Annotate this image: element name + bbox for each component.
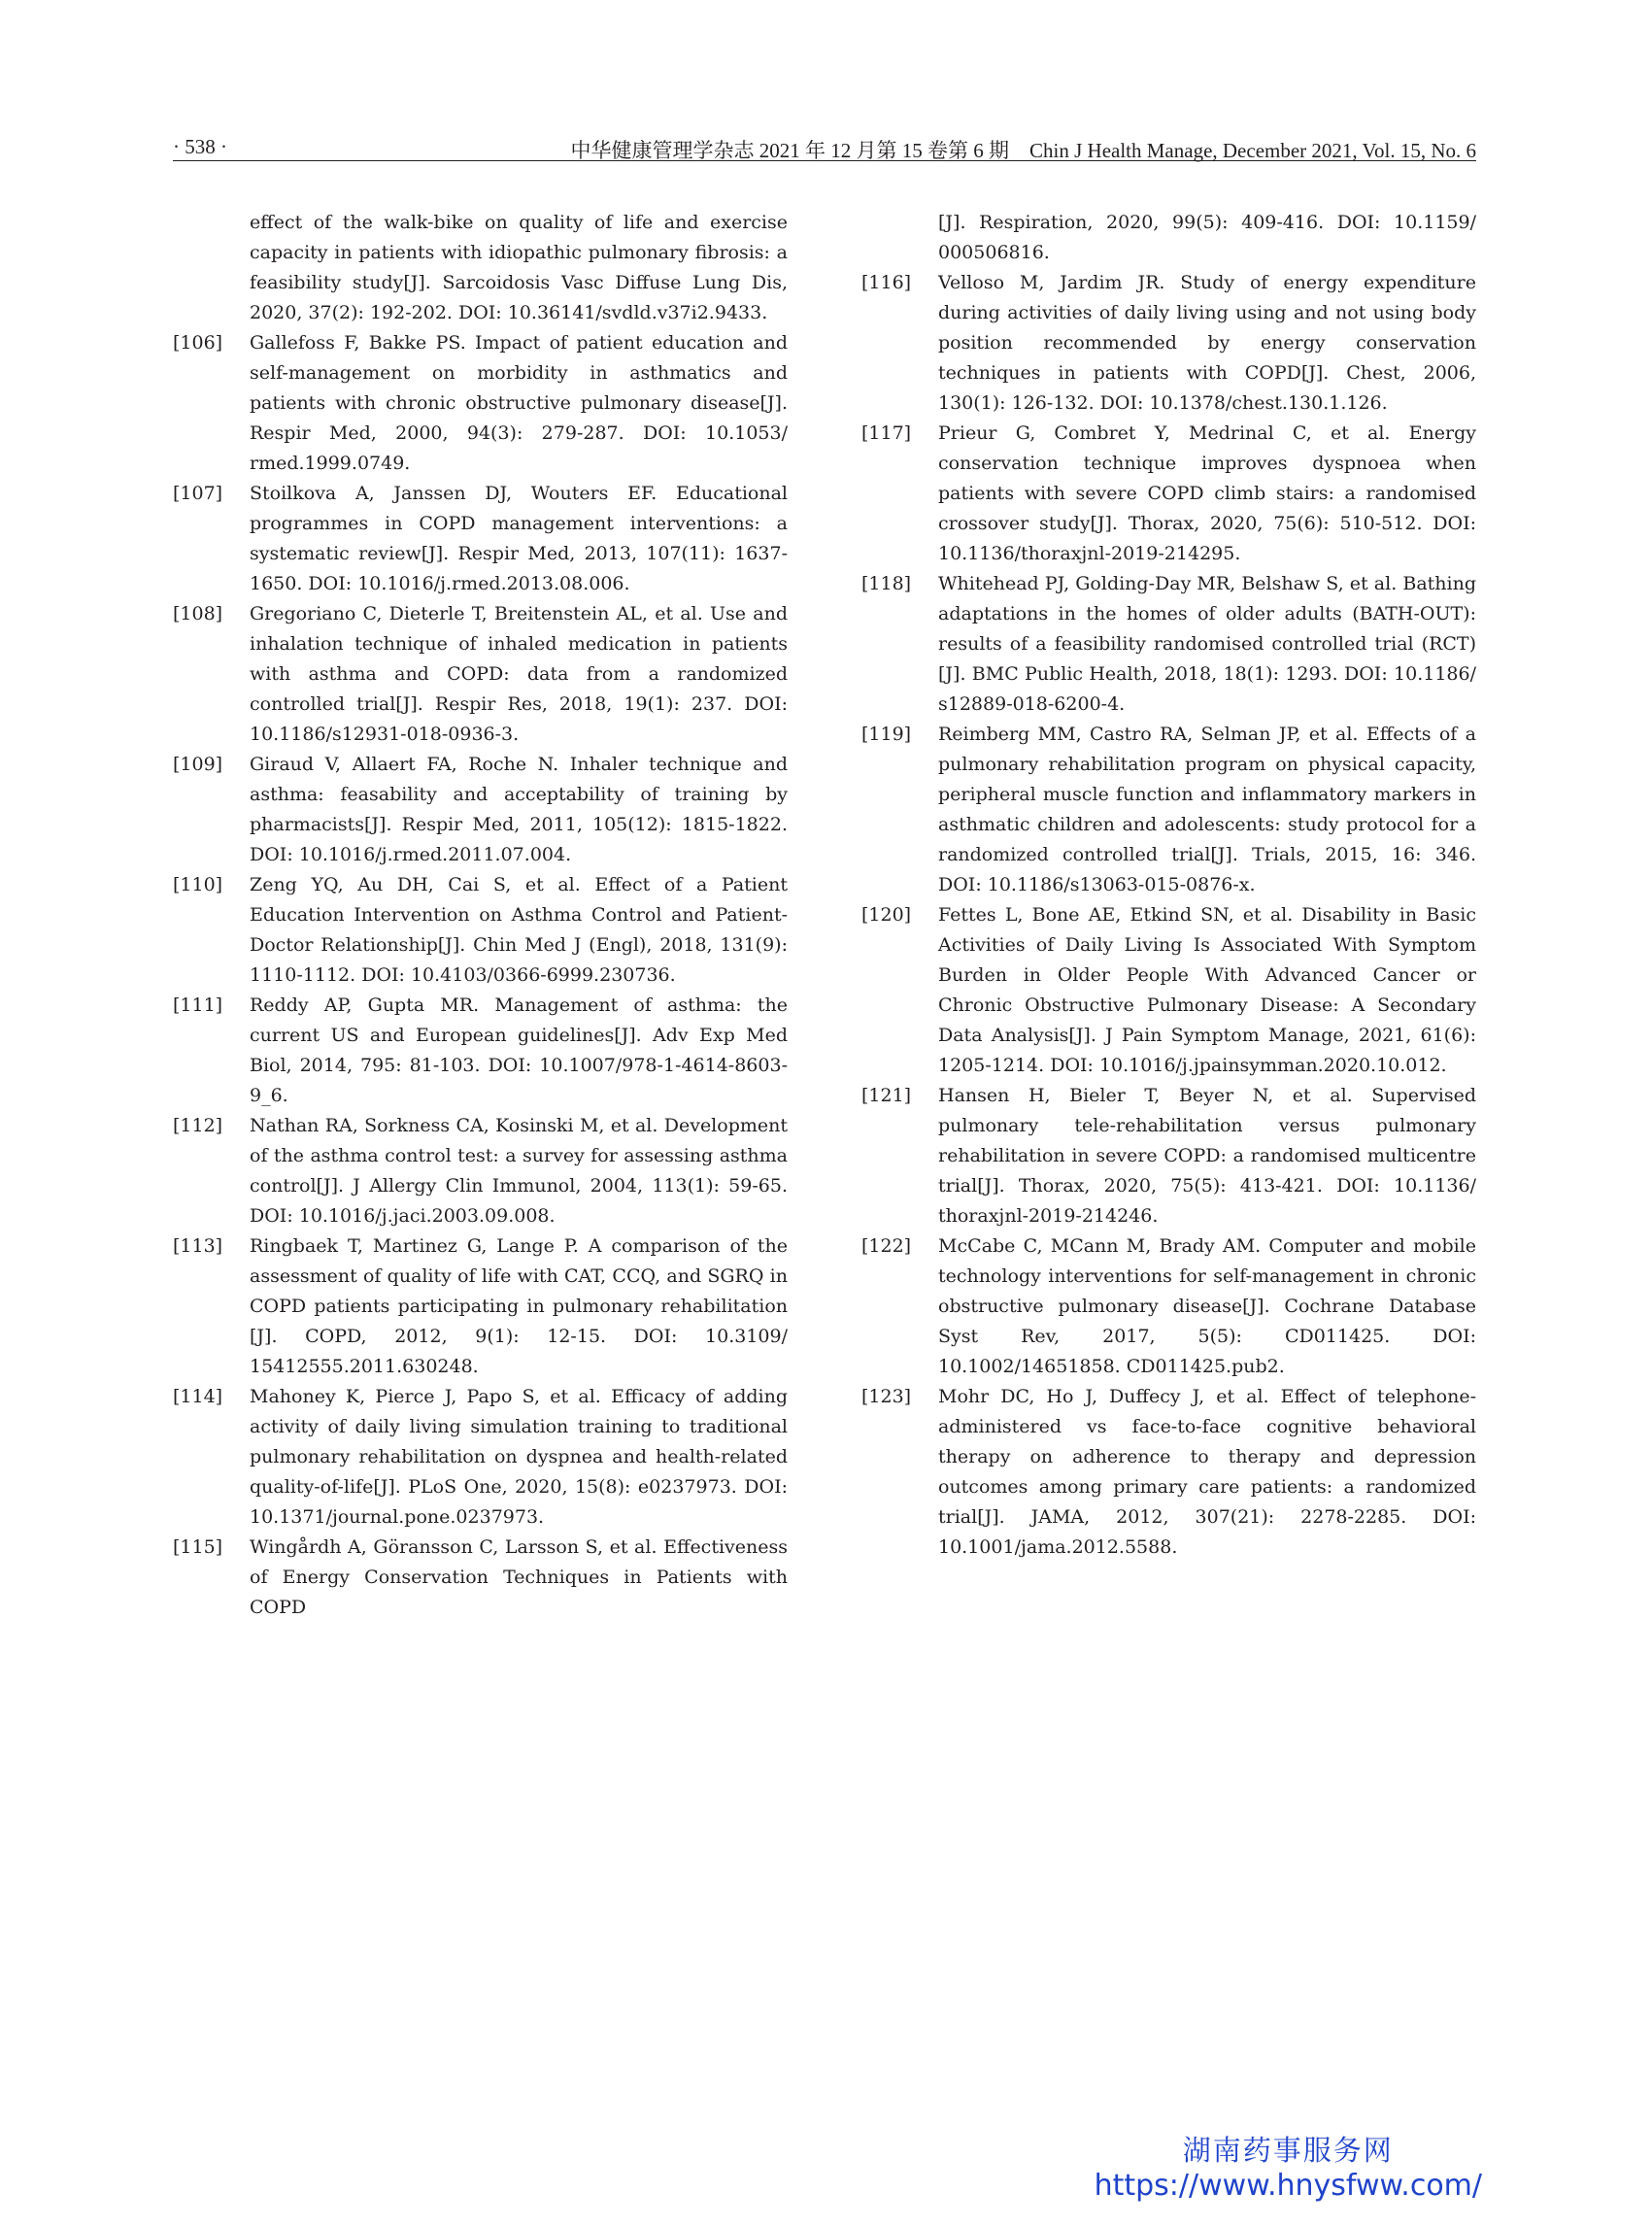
reference-number: [114] (173, 1386, 223, 1407)
reference-item (173, 1382, 788, 1533)
reference-number: [122] (861, 1235, 912, 1257)
reference-number: [119] (861, 724, 912, 745)
reference-number: [111] (173, 995, 223, 1016)
reference-item (173, 991, 788, 1111)
reference-number: [120] (861, 904, 912, 926)
watermark (1095, 2133, 1482, 2205)
reference-number: [112] (173, 1115, 223, 1136)
left-column (173, 208, 788, 1623)
reference-item (861, 1382, 1476, 1563)
reference-text: Gallefoss F, Bakke PS. Impact of patient education and self-management on morbidity in asthmatics and patients with chronic obstructive pulmonary disease[J]. Respir Med, 2000, 94(3): 279-287. DOI: 10.1053/ rmed.1999.0749. (250, 332, 788, 474)
reference-item (173, 328, 788, 479)
reference-number: [118] (861, 573, 912, 594)
page-number: · 538 · (173, 135, 227, 158)
reference-text: Fettes L, Bone AE, Etkind SN, et al. Disability in Basic Activities of Daily Living Is Associated With Symptom Burden in Older People With Advanced Cancer or Chronic Obstructive Pulmonary Disease: A Secondary Data Analysis[J]. J Pain Symptom Manage, 2021, 61(6): 1205-1214. DOI: 10.1016/j.jpainsymman.2020.10.012. (938, 904, 1476, 1076)
reference-number: [106] (173, 332, 223, 354)
reference-number: [108] (173, 603, 223, 624)
reference-text: Reddy AP, Gupta MR. Management of asthma: the current US and European guidelines[J]. Adv Exp Med Biol, 2014, 795: 81-103. DOI: 10.1007/978-1-4614-8603-9_6. (250, 995, 788, 1106)
reference-item (173, 1231, 788, 1382)
reference-number: [116] (861, 272, 912, 293)
reference-item (173, 870, 788, 991)
reference-text: Whitehead PJ, Golding-Day MR, Belshaw S, et al. Bathing adaptations in the homes of older adults (BATH-OUT): results of a feasibility randomised controlled trial (RCT) [J]. BMC Public Health, 2018, 18(1): 1293. DOI: 10.1186/ s12889-018-6200-4. (938, 573, 1476, 715)
reference-text: McCabe C, MCann M, Brady AM. Computer and mobile technology interventions for self-management in chronic obstructive pulmonary disease[J]. Cochrane Database Syst Rev, 2017, 5(5): CD011425. DOI: 10.1002/14651858. CD011425.pub2. (938, 1235, 1476, 1377)
reference-text: Prieur G, Combret Y, Medrinal C, et al. Energy conservation technique improves dyspnoea when patients with severe COPD climb stairs: a randomised crossover study[J]. Thorax, 2020, 75(6): 510-512. DOI: 10.1136/thoraxjnl-2019-214295. (938, 422, 1476, 564)
reference-text: Zeng YQ, Au DH, Cai S, et al. Effect of a Patient Education Intervention on Asthma Control and Patient-Doctor Relationship[J]. Chin Med J (Engl), 2018, 131(9): 1110-1112. DOI: 10.4103/0366-6999.230736. (250, 874, 788, 986)
reference-item (173, 1533, 788, 1623)
reference-text: Stoilkova A, Janssen DJ, Wouters EF. Educational programmes in COPD management interventions: a systematic review[J]. Respir Med, 2013, 107(11): 1637-1650. DOI: 10.1016/j.rmed.2013.08.006. (250, 483, 788, 594)
reference-item (861, 419, 1476, 569)
reference-text: Wingårdh A, Göransson C, Larsson S, et al. Effectiveness of Energy Conservation Techniques in Patients with COPD (250, 1536, 788, 1618)
reference-item (861, 268, 1476, 419)
right-column (861, 208, 1476, 1563)
reference-text: Giraud V, Allaert FA, Roche N. Inhaler technique and asthma: feasability and acceptability of training by pharmacists[J]. Respir Med, 2011, 105(12): 1815-1822. DOI: 10.1016/j.rmed.2011.07.004. (250, 754, 788, 865)
reference-text: Hansen H, Bieler T, Beyer N, et al. Supervised pulmonary tele-rehabilitation versus pulmonary rehabilitation in severe COPD: a randomised multicentre trial[J]. Thorax, 2020, 75(5): 413-421. DOI: 10.1136/ thoraxjnl-2019-214246. (938, 1085, 1476, 1227)
reference-text: Velloso M, Jardim JR. Study of energy expenditure during activities of daily living using and not using body position recommended by energy conservation techniques in patients with COPD[J]. Chest, 2006, 130(1): 126-132. DOI: 10.1378/chest.130.1.126. (938, 272, 1476, 414)
reference-number: [110] (173, 874, 223, 895)
reference-item (861, 1231, 1476, 1382)
reference-item (173, 1111, 788, 1231)
reference-text: Gregoriano C, Dieterle T, Breitenstein AL, et al. Use and inhalation technique of inhaled medication in patients with asthma and COPD: data from a randomized controlled trial[J]. Respir Res, 2018, 19(1): 237. DOI: 10.1186/s12931-018-0936-3. (250, 603, 788, 745)
reference-text: Mahoney K, Pierce J, Papo S, et al. Efficacy of adding activity of daily living simulation training to traditional pulmonary rehabilitation on dyspnea and health-related quality-of-life[J]. PLoS One, 2020, 15(8): e0237973. DOI: 10.1371/journal.pone.0237973. (250, 1386, 788, 1528)
reference-number: [123] (861, 1386, 912, 1407)
reference-item (173, 599, 788, 750)
reference-item (173, 750, 788, 870)
running-header (173, 131, 1476, 161)
reference-continuation: effect of the walk-bike on quality of life and exercise capacity in patients with idiopathic pulmonary fibrosis: a feasibility study[J]. Sarcoidosis Vasc Diffuse Lung Dis, 2020, 37(2): 192-202. DOI: 10.36141/svdld.v37i2.9433. (250, 212, 788, 323)
reference-text: Ringbaek T, Martinez G, Lange P. A comparison of the assessment of quality of life with CAT, CCQ, and SGRQ in COPD patients participating in pulmonary rehabilitation [J]. COPD, 2012, 9(1): 12-15. DOI: 10.3109/ 15412555.2011.630248. (250, 1235, 788, 1377)
watermark-url: https://www.hnysfww.com/ (1094, 2169, 1482, 2203)
reference-text: Mohr DC, Ho J, Duffecy J, et al. Effect of telephone-administered vs face-to-face cognitive behavioral therapy on adherence to therapy and depression outcomes among primary care patients: a randomized trial[J]. JAMA, 2012, 307(21): 2278-2285. DOI: 10.1001/jama.2012.5588. (938, 1386, 1476, 1558)
reference-number: [115] (173, 1536, 223, 1558)
reference-text: Nathan RA, Sorkness CA, Kosinski M, et al. Development of the asthma control test: a survey for assessing asthma control[J]. J Allergy Clin Immunol, 2004, 113(1): 59-65. DOI: 10.1016/j.jaci.2003.09.008. (250, 1115, 788, 1227)
reference-item (861, 1081, 1476, 1231)
reference-item (861, 900, 1476, 1081)
reference-item (861, 720, 1476, 900)
reference-number: [109] (173, 754, 223, 775)
watermark-site-name: 湖南药事服务网 (1182, 2134, 1394, 2167)
journal-citation: 中华健康管理学杂志 2021 年 12 月第 15 卷第 6 期 Chin J Health Manage, December 2021, Vol. 15, No. 6 (570, 139, 1476, 162)
reference-text: Reimberg MM, Castro RA, Selman JP, et al. Effects of a pulmonary rehabilitation program on physical capacity, peripheral muscle function and inflammatory markers in asthmatic children and adolescents: study protocol for a randomized controlled trial[J]. Trials, 2015, 16: 346. DOI: 10.1186/s13063-015-0876-x. (938, 724, 1476, 895)
reference-number: [121] (861, 1085, 912, 1106)
reference-item (861, 569, 1476, 720)
reference-number: [117] (861, 422, 912, 444)
reference-item (173, 479, 788, 599)
reference-number: [113] (173, 1235, 223, 1257)
reference-continuation: [J]. Respiration, 2020, 99(5): 409-416. DOI: 10.1159/ 000506816. (938, 212, 1476, 263)
reference-number: [107] (173, 483, 223, 504)
